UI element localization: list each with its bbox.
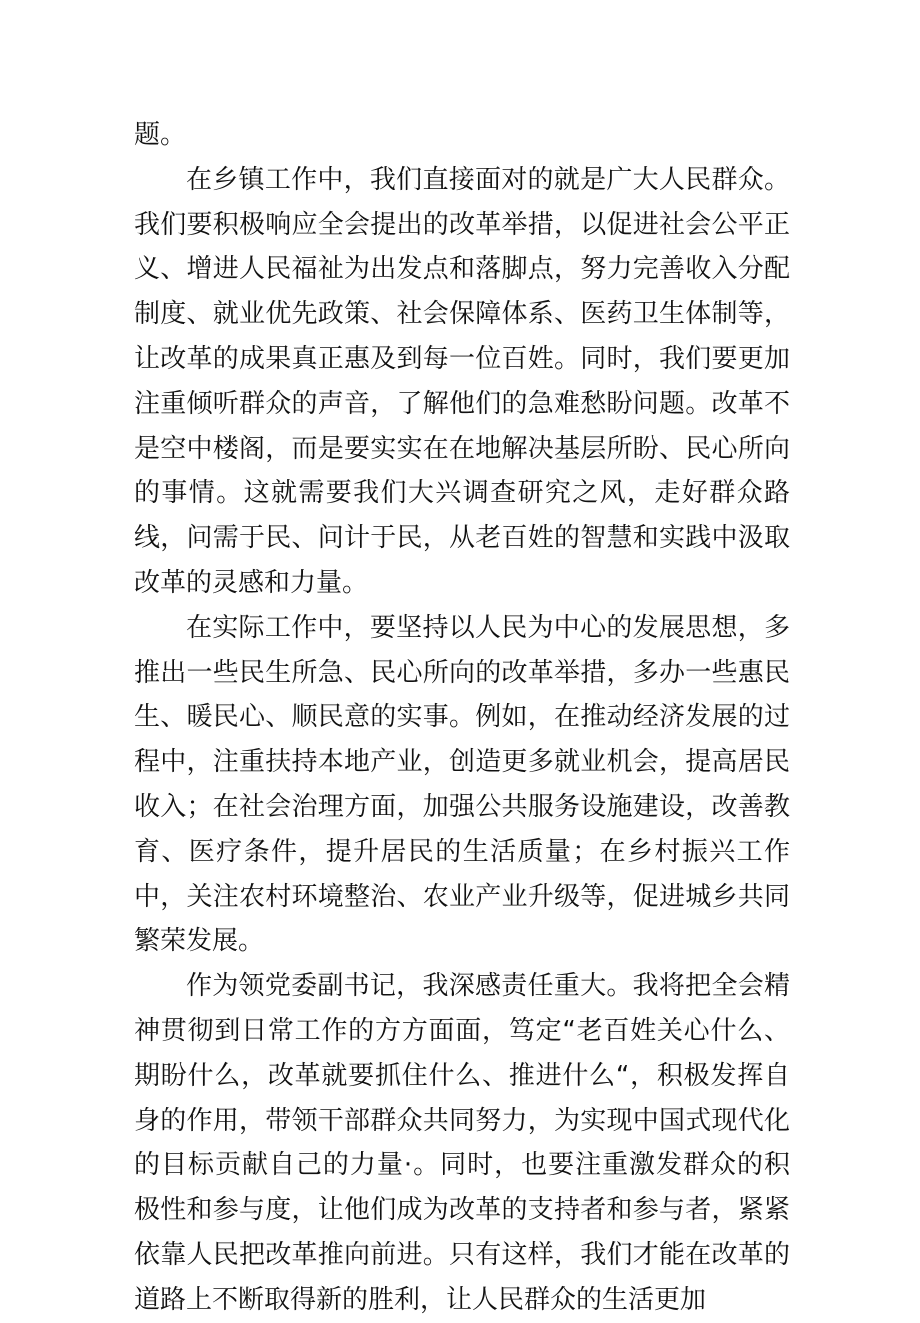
paragraph-continuation: 题。	[134, 120, 187, 150]
document-body	[134, 113, 790, 1323]
paragraph-township-work: 在乡镇工作中，我们直接面对的就是广大人民群众。我们要积极响应全会提出的改革举措，以促进社会公平正义、增进人民福祉为出发点和落脚点，努力完善收入分配制度、就业优先政策、社会保障体系、医药卫生体制等，让改革的成果真正惠及到每一位百姓。同时，我们要更加注重倾听群众的声音，了解他们的急难愁盼问题。改革不是空中楼阁，而是要实实在在地解决基层所盼、民心所向的事情。这就需要我们大兴调查研究之风，走好群众路线，问需于民、问计于民，从老百姓的智慧和实践中汲取改革的灵感和力量。	[134, 164, 790, 598]
paragraph-practical-work: 在实际工作中，要坚持以人民为中心的发展思想，多推出一些民生所急、民心所向的改革举措，多办一些惠民生、暖民心、顺民意的实事。例如，在推动经济发展的过程中，注重扶持本地产业，创造更多就业机会，提高居民收入；在社会治理方面，加强公共服务设施建设，改善教育、医疗条件，提升居民的生活质量；在乡村振兴工作中，关注农村环境整治、农业产业升级等，促进城乡共同繁荣发展。	[134, 612, 790, 957]
paragraph-deputy-secretary: 作为领党委副书记，我深感责任重大。我将把全会精神贯彻到日常工作的方方面面，笃定“老百姓关心什么、期盼什么，改革就要抓住什么、推进什么“，积极发挥自身的作用，带领干部群众共同努力，为实现中国式现代化的目标贡献自己的力量·。同时，也要注重激发群众的积极性和参与度，让他们成为改革的支持者和参与者，紧紧依靠人民把改革推向前进。只有这样，我们才能在改革的道路上不断取得新的胜利，让人民群众的生活更加	[134, 971, 790, 1315]
